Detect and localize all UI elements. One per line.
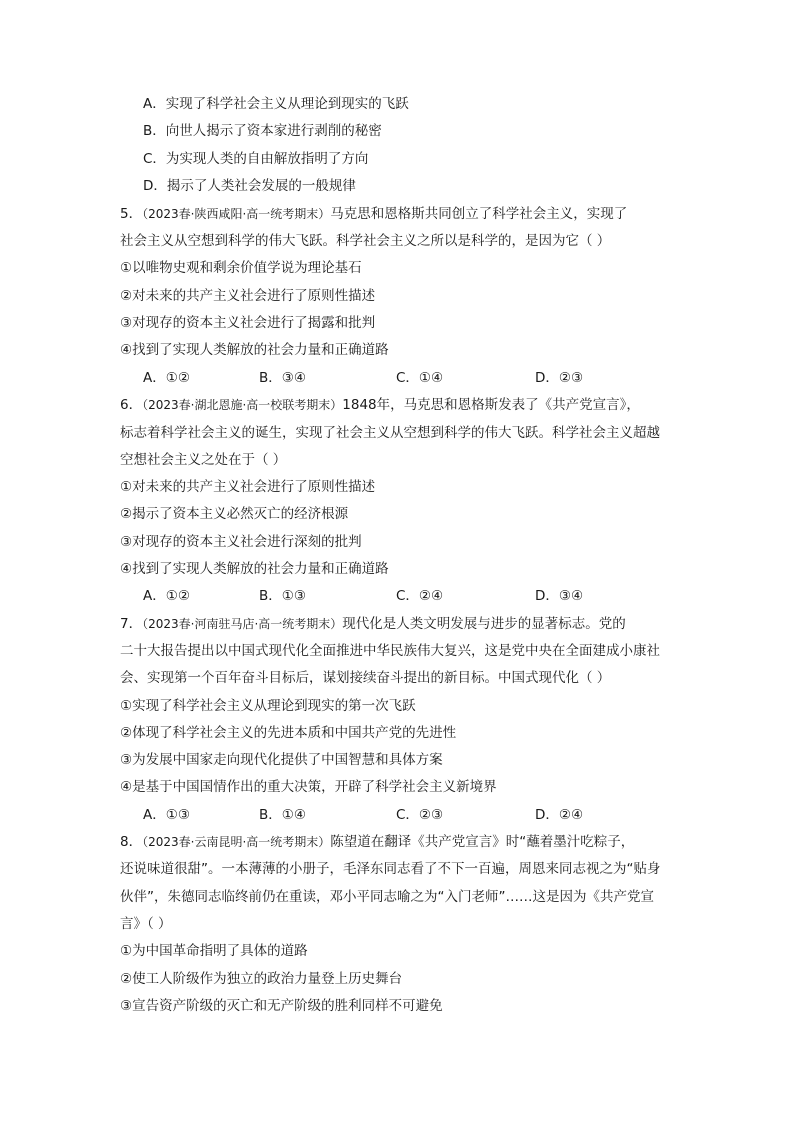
q5-stem-line-2: 社会主义从空想到科学的伟大飞跃。科学社会主义之所以是科学的，是因为它（ ） bbox=[120, 233, 611, 249]
q5-choices bbox=[143, 368, 663, 388]
q6-item-2: ②揭示了资本主义必然灭亡的经济根源 bbox=[120, 506, 349, 522]
q7-choice-d: D．②④ bbox=[535, 807, 584, 823]
q5-stem-line-1 bbox=[120, 204, 627, 224]
q8-item-3: ③宣告资产阶级的灭亡和无产阶级的胜利同样不可避免 bbox=[120, 998, 443, 1014]
q6-stem-text: 1848年，马克思和恩格斯发表了《共产党宣言》， bbox=[342, 397, 640, 413]
q6-source: （2023春·湖北恩施·高一校联考期末） bbox=[142, 398, 343, 412]
q8-item-2: ②使工人阶级作为独立的政治力量登上历史舞台 bbox=[120, 971, 403, 987]
q6-item-1: ①对未来的共产主义社会进行了原则性描述 bbox=[120, 479, 376, 495]
q4-option-d: D．揭示了人类社会发展的一般规律 bbox=[143, 178, 356, 194]
q7-item-3: ③为发展中国家走向现代化提供了中国智慧和具体方案 bbox=[120, 752, 443, 768]
q7-choice-c: C．②③ bbox=[396, 807, 444, 823]
q5-choice-d: D．②③ bbox=[535, 370, 584, 386]
q5-item-4: ④找到了实现人类解放的社会力量和正确道路 bbox=[120, 342, 389, 358]
q8-stem-line-4: 言》（ ） bbox=[120, 916, 172, 932]
q5-item-1: ①以唯物史观和剩余价值学说为理论基石 bbox=[120, 260, 362, 276]
q7-source: （2023春·河南驻马店·高一统考期末） bbox=[142, 617, 343, 631]
q7-choice-a: A．①③ bbox=[143, 807, 190, 823]
q5-choice-a: A．①② bbox=[143, 370, 190, 386]
q8-number: 8． bbox=[120, 834, 143, 850]
q8-stem-line-3: 伙伴”，朱德同志临终前仍在重读，邓小平同志喻之为“入门老师”……这是因为《共产党宣 bbox=[120, 889, 654, 905]
q7-number: 7． bbox=[120, 616, 143, 632]
q6-choices bbox=[143, 586, 663, 606]
q8-stem-line-2: 还说味道很甜”。一本薄薄的小册子，毛泽东同志看了不下一百遍，周恩来同志视之为“贴身 bbox=[120, 861, 661, 877]
q5-choice-c: C．①④ bbox=[396, 370, 444, 386]
q5-stem-text: 马克思和恩格斯共同创立了科学社会主义，实现了 bbox=[330, 206, 628, 222]
q8-source: （2023春·云南昆明·高一统考期末） bbox=[142, 835, 331, 849]
q7-choices bbox=[143, 805, 663, 825]
q7-stem-line-3: 会、实现第一个百年奋斗目标后，谋划接续奋斗提出的新目标。中国式现代化（ ） bbox=[120, 670, 611, 686]
q7-stem-line-2: 二十大报告提出以中国式现代化全面推进中华民族伟大复兴，这是党中央在全面建成小康社 bbox=[120, 643, 660, 659]
q6-item-4: ④找到了实现人类解放的社会力量和正确道路 bbox=[120, 561, 389, 577]
q5-item-3: ③对现存的资本主义社会进行了揭露和批判 bbox=[120, 315, 376, 331]
q7-choice-b: B．①④ bbox=[259, 807, 306, 823]
q6-item-3: ③对现存的资本主义社会进行深刻的批判 bbox=[120, 534, 362, 550]
q5-choice-b: B．③④ bbox=[259, 370, 306, 386]
q7-stem-line-1 bbox=[120, 614, 626, 634]
q6-stem-line-3: 空想社会主义之处在于（ ） bbox=[120, 452, 287, 468]
q7-stem-text: 现代化是人类文明发展与进步的显著标志。党的 bbox=[342, 616, 626, 632]
q7-item-4: ④是基于中国国情作出的重大决策，开辟了科学社会主义新境界 bbox=[120, 779, 497, 795]
q4-option-c: C．为实现人类的自由解放指明了方向 bbox=[143, 151, 369, 167]
q6-choice-b: B．①③ bbox=[259, 588, 306, 604]
q5-item-2: ②对未来的共产主义社会进行了原则性描述 bbox=[120, 288, 376, 304]
q5-source: （2023春·陕西咸阳·高一统考期末） bbox=[142, 207, 331, 221]
q6-choice-d: D．③④ bbox=[535, 588, 584, 604]
q6-number: 6． bbox=[120, 397, 143, 413]
q8-item-1: ①为中国革命指明了具体的道路 bbox=[120, 943, 308, 959]
q7-item-2: ②体现了科学社会主义的先进本质和中国共产党的先进性 bbox=[120, 725, 457, 741]
q6-stem-line-2: 标志着科学社会主义的诞生，实现了社会主义从空想到科学的伟大飞跃。科学社会主义超越 bbox=[120, 425, 660, 441]
q4-option-a: A．实现了科学社会主义从理论到现实的飞跃 bbox=[143, 96, 409, 112]
q6-stem-line-1 bbox=[120, 395, 640, 415]
q8-stem-line-1 bbox=[120, 832, 634, 852]
q7-item-1: ①实现了科学社会主义从理论到现实的第一次飞跃 bbox=[120, 698, 416, 714]
q8-stem-text: 陈望道在翻译《共产党宣言》时“蘸着墨汁吃粽子， bbox=[330, 834, 635, 850]
q4-option-b: B．向世人揭示了资本家进行剥削的秘密 bbox=[143, 123, 382, 139]
q6-choice-c: C．②④ bbox=[396, 588, 444, 604]
q6-choice-a: A．①② bbox=[143, 588, 190, 604]
q5-number: 5． bbox=[120, 206, 143, 222]
